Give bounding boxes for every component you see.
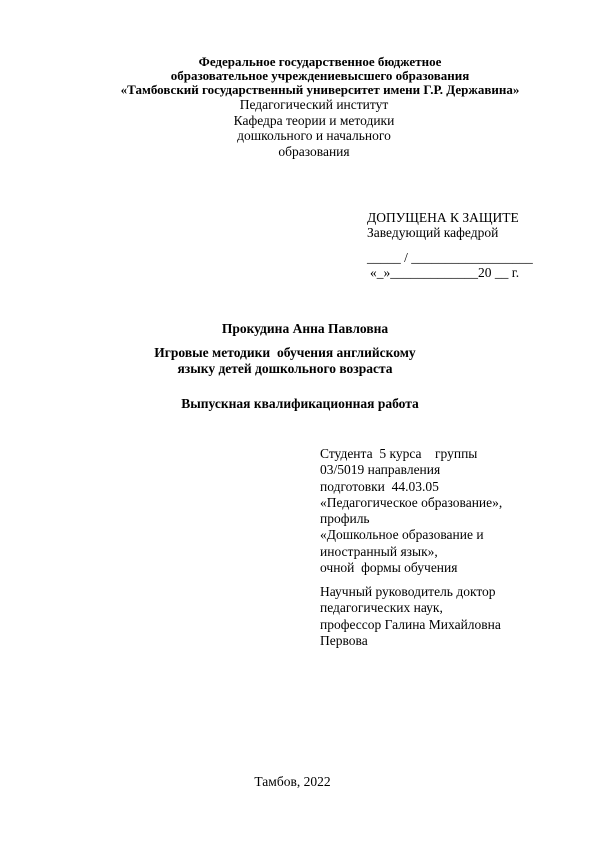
org-line: Федеральное государственное бюджетное [198, 54, 442, 69]
department-line: Кафедра теории и методики [233, 112, 395, 128]
header-block [0, 55, 595, 97]
supervisor-line: Научный руководитель доктор [320, 584, 496, 599]
student-info-line: очной формы обучения [320, 560, 458, 576]
org-line: «Тамбовский государственный университет имени Г.Р. Державина» [120, 82, 520, 97]
department-line: образования [278, 143, 350, 159]
work-title-line: языку детей дошкольного возраста [177, 361, 393, 376]
student-info-line: «Дошкольное образование и [320, 527, 484, 543]
supervisor-line: профессор Галина Михайловна [320, 616, 501, 632]
student-info-line: иностранный язык», [320, 543, 438, 559]
supervisor-line: педагогических наук, [320, 600, 443, 616]
author-name: Прокудина Анна Павловна [221, 321, 389, 336]
student-info-line: подготовки 44.03.05 [320, 478, 439, 494]
student-info-line: «Педагогическое образование», [320, 494, 503, 510]
date-line: «_»_____________20 __ г. [370, 265, 520, 280]
work-type: Выпускная квалификационная работа [181, 396, 419, 411]
approval-block [367, 210, 577, 280]
student-info-line: профиль [320, 511, 370, 527]
city-year: Тамбов, 2022 [254, 774, 331, 789]
department-line: дошкольного и начального [237, 128, 391, 143]
work-title-line: Игровые методики обучения английскому [154, 345, 416, 360]
student-info-line: 03/5019 направления [320, 462, 441, 478]
institute-name: Педагогический институт [239, 97, 389, 112]
supervisor-info [320, 584, 550, 649]
student-info [320, 446, 550, 576]
work-title [0, 345, 570, 377]
organization-name [0, 55, 595, 97]
institute-block [0, 97, 595, 159]
supervisor-line: Первова [320, 632, 368, 648]
signature-line: _____ / __________________ [367, 250, 533, 265]
approval-role: Заведующий кафедрой [367, 225, 499, 240]
student-info-line: Студента 5 курса группы [320, 446, 478, 461]
approval-title: ДОПУЩЕНА К ЗАЩИТЕ [367, 210, 519, 225]
org-line: образовательное учреждениевысшего образования [170, 68, 470, 83]
